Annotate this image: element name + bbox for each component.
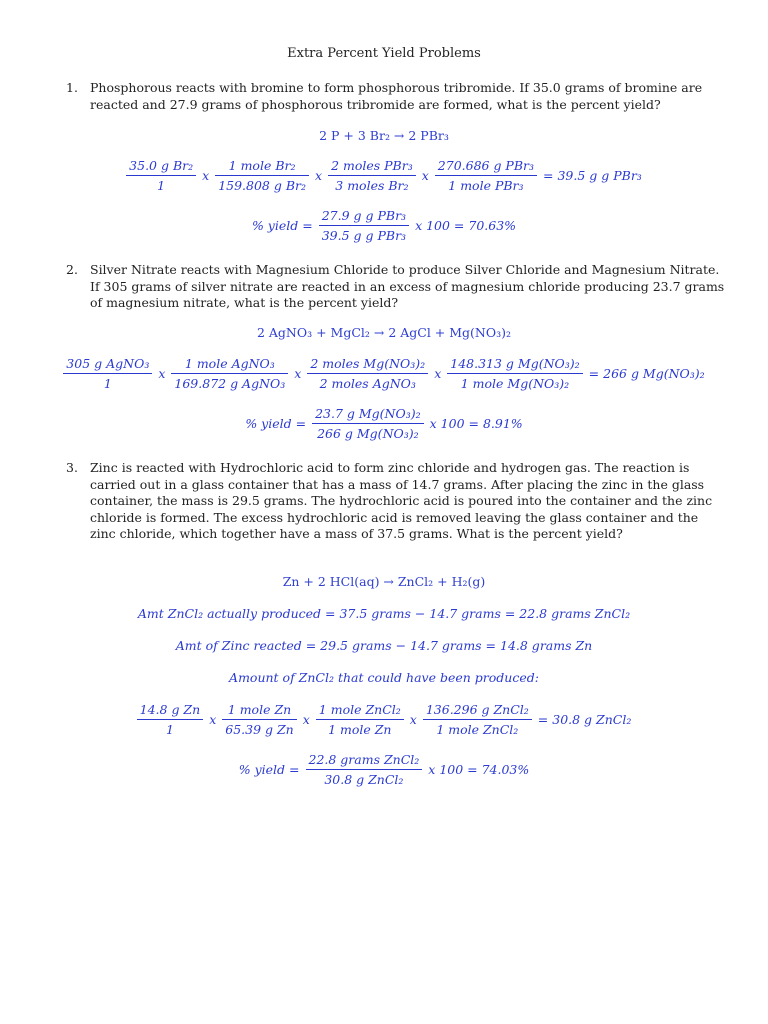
fraction: $\frac{\text{1 mole Zn}}{\text{65.39 g Zn}}$ <box>222 702 296 737</box>
multiply-sign: x <box>209 712 217 727</box>
fraction: $\frac{\text{1 mole Br₂}}{\text{159.808 g Br₂}}$ <box>215 158 309 193</box>
calculation-result: = 266 g Mg(NO₃)₂ <box>588 366 705 381</box>
multiply-sign: x <box>294 366 302 381</box>
problem-text: Silver Nitrate reacts with Magnesium Chloride to produce Silver Chloride and Magnesium Nitrate. If 305 grams of silver nitrate are reacted in an excess of magnesium chloride producing 23.7 grams of magnesium nitrate, what is the percent yield? <box>90 262 725 311</box>
problem-1 <box>66 80 726 113</box>
problem-number: 3. <box>66 460 78 475</box>
percent-yield-label: % yield = <box>238 762 300 777</box>
fraction: $\frac{\text{23.7 g Mg(NO₃)₂}}{\text{266 g Mg(NO₃)₂}}$ <box>312 406 424 441</box>
problem-number: 2. <box>66 262 78 277</box>
percent-yield-calculation-3 <box>0 752 768 787</box>
percent-yield-label: % yield = <box>251 218 313 233</box>
multiply-sign: x <box>434 366 442 381</box>
problem-text: Zinc is reacted with Hydrochloric acid to form zinc chloride and hydrogen gas. The reaction is carried out in a glass container that has a mass of 14.7 grams. After placing the zinc in the glass container, the mass is 29.5 grams. The hydrochloric acid is poured into the container and the zinc chloride is formed. The excess hydrochloric acid is removed leaving the glass container and the zinc chloride, which together have a mass of 37.5 grams. What is the percent yield? <box>90 460 713 542</box>
fraction: $\frac{\text{270.686 g PBr₃}}{\text{1 mole PBr₃}}$ <box>435 158 537 193</box>
problem-number: 1. <box>66 80 78 95</box>
percent-yield-result: x 100 = 8.91% <box>429 416 523 431</box>
percent-yield-result: x 100 = 70.63% <box>415 218 517 233</box>
fraction: $\frac{\text{305 g AgNO₃}}{1}$ <box>63 356 152 391</box>
percent-yield-calculation-2 <box>0 406 768 441</box>
calculation-result: = 39.5 g g PBr₃ <box>543 168 642 183</box>
multiply-sign: x <box>409 712 417 727</box>
multiply-sign: x <box>202 168 210 183</box>
fraction: $\frac{\text{35.0 g Br₂}}{1}$ <box>126 158 196 193</box>
fraction: $\frac{\text{27.9 g g PBr₃}}{\text{39.5 g g PBr₃}}$ <box>319 208 409 243</box>
actual-yield-line: Amt ZnCl₂ actually produced = 37.5 grams − 14.7 grams = 22.8 grams ZnCl₂ <box>137 606 631 621</box>
fraction: $\frac{\text{1 mole ZnCl₂}}{\text{1 mole Zn}}$ <box>316 702 404 737</box>
problem-text: Phosphorous reacts with bromine to form phosphorous tribromide. If 35.0 grams of bromine are reacted and 27.9 grams of phosphorous tribromide are formed, what is the percent yield? <box>90 80 703 112</box>
theoretical-yield-heading: Amount of ZnCl₂ that could have been produced: <box>229 670 539 685</box>
percent-yield-label: % yield = <box>245 416 307 431</box>
percent-yield-calculation-1 <box>0 208 768 243</box>
zinc-reacted-line: Amt of Zinc reacted = 29.5 grams − 14.7 grams = 14.8 grams Zn <box>175 638 593 653</box>
page-title: Extra Percent Yield Problems <box>287 46 481 61</box>
fraction: $\frac{\text{2 moles PBr₃}}{\text{3 moles Br₂}}$ <box>328 158 416 193</box>
fraction: $\frac{\text{2 moles Mg(NO₃)₂}}{\text{2 moles AgNO₃}}$ <box>307 356 428 391</box>
stoichiometry-calculation-1 <box>0 158 768 193</box>
problem-2 <box>66 262 726 312</box>
reaction-equation-1: 2 P + 3 Br₂ → 2 PBr₃ <box>319 128 449 143</box>
multiply-sign: x <box>302 712 310 727</box>
fraction: $\frac{\text{14.8 g Zn}}{1}$ <box>137 702 204 737</box>
problem-3 <box>66 460 726 543</box>
multiply-sign: x <box>421 168 429 183</box>
calculation-result: = 30.8 g ZnCl₂ <box>537 712 632 727</box>
multiply-sign: x <box>315 168 323 183</box>
multiply-sign: x <box>158 366 166 381</box>
fraction: $\frac{\text{136.296 g ZnCl₂}}{\text{1 mole ZnCl₂}}$ <box>423 702 532 737</box>
percent-yield-result: x 100 = 74.03% <box>428 762 530 777</box>
fraction: $\frac{\text{148.313 g Mg(NO₃)₂}}{\text{1 mole Mg(NO₃)₂}}$ <box>447 356 582 391</box>
fraction: $\frac{\text{22.8 grams ZnCl₂}}{\text{30.8 g ZnCl₂}}$ <box>306 752 423 787</box>
fraction: $\frac{\text{1 mole AgNO₃}}{\text{169.872 g AgNO₃}}$ <box>171 356 288 391</box>
reaction-equation-3: Zn + 2 HCl(aq) → ZnCl₂ + H₂(g) <box>282 574 486 589</box>
reaction-equation-2: 2 AgNO₃ + MgCl₂ → 2 AgCl + Mg(NO₃)₂ <box>256 325 512 340</box>
stoichiometry-calculation-3 <box>0 702 768 737</box>
stoichiometry-calculation-2 <box>0 356 768 391</box>
